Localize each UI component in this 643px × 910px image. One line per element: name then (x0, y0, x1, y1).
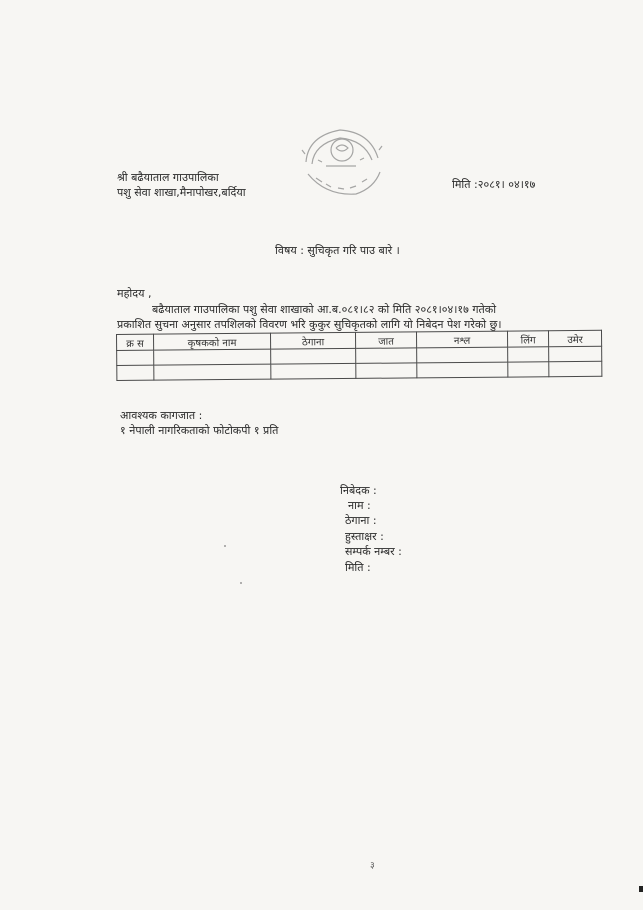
column-header-age: उमेर (548, 330, 601, 346)
table-cell (271, 363, 356, 379)
table-cell (356, 348, 417, 364)
page-number: ३ (370, 861, 375, 871)
applicant-signature: हुस्ताक्षर : (345, 530, 384, 543)
applicant-date: मिति : (345, 561, 371, 574)
column-header-lineage: नश्ल (416, 331, 507, 348)
applicant-address: ठेगाना : (345, 514, 377, 527)
scan-speck (224, 545, 226, 547)
scan-edge-mark (639, 886, 643, 892)
table-cell (154, 349, 271, 365)
table-cell (508, 347, 549, 362)
table-cell (117, 365, 154, 380)
table-cell (549, 361, 602, 376)
documents-heading: आवश्यक कागजात : (120, 409, 203, 422)
table-cell (549, 346, 602, 361)
column-header-sn: क्र स (117, 334, 154, 350)
applicant-name: नाम : (348, 499, 371, 512)
subject-line: विषय : सुचिकृत गरि पाउ बारे । (275, 244, 400, 257)
column-header-address: ठेगाना (270, 332, 355, 349)
office-seal-icon (296, 122, 388, 208)
office-branch: पशु सेवा शाखा,मैनापोखर,बर्दिया (117, 186, 246, 199)
table-row (117, 361, 602, 380)
table-cell (356, 363, 417, 379)
table-cell (417, 362, 508, 378)
column-header-breed: जात (355, 332, 416, 349)
body-line-1: बढैयाताल गाउपालिका पशु सेवा शाखाको आ.ब.०८१।८२ को मिति २०८१।०४।१७ गतेको (152, 303, 497, 316)
office-name: श्री बढैयाताल गाउपालिका (117, 171, 219, 184)
column-header-sex: लिंग (507, 331, 548, 347)
salutation: महोदय , (117, 287, 152, 300)
column-header-farmer-name: कृषकको नाम (154, 333, 271, 350)
table-cell (117, 350, 154, 365)
table-cell (508, 362, 549, 377)
table-cell (154, 364, 271, 380)
scan-speck (240, 582, 242, 584)
applicant-contact: सम्पर्क नम्बर : (345, 545, 402, 558)
applicant-heading: निबेदक : (340, 484, 377, 497)
table-cell (271, 348, 356, 364)
table-cell (417, 347, 508, 363)
header-date: मिति :२०८१। ०४।१७ (452, 178, 536, 191)
dog-registration-table (116, 330, 602, 381)
body-line-2: प्रकाशित सुचना अनुसार तपशिलको विवरण भरि कुकुर सुचिकृतको लागि यो निबेदन पेश गरेको छु। (117, 318, 502, 331)
documents-item-1: १ नेपाली नागरिकताको फोटोकपी १ प्रति (120, 424, 279, 437)
